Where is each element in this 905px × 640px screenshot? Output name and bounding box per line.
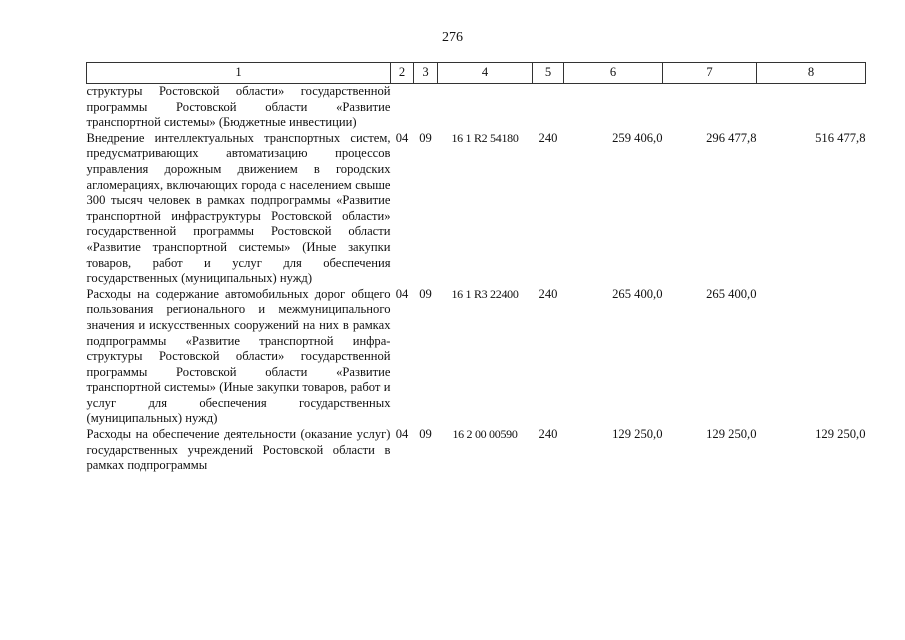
row-amount-year1: 265 400,0 <box>612 286 663 301</box>
row-section: 04 <box>395 427 409 442</box>
row-amount-year2: 265 400,0 <box>706 286 757 301</box>
row-amount-year2: 296 477,8 <box>706 130 757 145</box>
table-body <box>87 84 866 474</box>
row-description: структуры Ростовской области» государственной программы Ростовской области «Развитие транспортной системы» (Бюджетные инвестиции) <box>86 84 391 130</box>
row-expense-type: 240 <box>538 130 558 145</box>
row-amount-year3 <box>757 84 866 131</box>
row-amount-year3: 129 250,0 <box>815 427 866 442</box>
table-row <box>87 427 866 474</box>
table-header <box>87 63 866 84</box>
row-subsection: 09 <box>419 130 432 145</box>
row-expense-type <box>533 84 564 131</box>
row-description: Внедрение интеллектуальных транспортных систем, предусматривающих автоматизацию процессов управления дорожным движением в городских агломерациях, включающих города с населением свыше 300 тысяч человек в рамках подпрограммы «Развитие транспортной инфраструктуры Ростовской области» государственной программы Ростовской области «Развитие транспортной системы» (Иные закупки товаров, работ и услуг для обеспечения государственных (муниципальных) нужд) <box>86 130 391 286</box>
row-subsection <box>414 84 438 131</box>
row-target: 16 1 R2 54180 <box>451 130 519 145</box>
header-col-subsection: 3 <box>414 63 438 84</box>
row-amount-year2: 129 250,0 <box>706 427 757 442</box>
row-section: 04 <box>395 286 409 301</box>
row-subsection: 09 <box>419 427 432 442</box>
row-amount-year1: 259 406,0 <box>612 130 663 145</box>
header-col-year2: 7 <box>663 63 757 84</box>
row-amount-year3: 516 477,8 <box>815 130 866 145</box>
row-amount-year1: 129 250,0 <box>612 427 663 442</box>
header-col-section: 2 <box>391 63 414 84</box>
header-col-target: 4 <box>438 63 533 84</box>
row-amount-year3 <box>757 287 866 427</box>
row-description: Расходы на содержание автомобильных дорог общего пользования регионального и межмуниципального значения и искусственных сооружений на них в рамках подпрограммы «Развитие транспортной инфраструктуры Ростовской области» государственной программы Ростовской области «Развитие транспортной системы» (Иные закупки товаров, работ и услуг для обеспечения государственных (муниципальных) нужд) <box>86 286 391 426</box>
row-target: 16 2 00 00590 <box>452 427 518 442</box>
row-section: 04 <box>395 130 409 145</box>
row-amount-year1 <box>564 84 663 131</box>
row-expense-type: 240 <box>538 286 558 301</box>
page-number: 276 <box>442 30 463 45</box>
row-target: 16 1 R3 22400 <box>451 286 519 301</box>
row-section <box>391 84 414 131</box>
header-col-year3: 8 <box>757 63 866 84</box>
table-row <box>87 287 866 427</box>
row-description: Расходы на обеспечение деятельности (оказание услуг) государственных учреждений Ростовской области в рамках подпрограммы <box>86 427 391 473</box>
table-row <box>87 131 866 287</box>
header-col-expense-type: 5 <box>533 63 564 84</box>
row-expense-type: 240 <box>538 427 558 442</box>
table-row <box>87 84 866 131</box>
row-subsection: 09 <box>419 286 432 301</box>
row-target <box>438 84 533 131</box>
budget-table <box>86 62 866 474</box>
header-row <box>87 63 866 84</box>
row-amount-year2 <box>663 84 757 131</box>
header-col-description: 1 <box>87 63 391 84</box>
header-col-year1: 6 <box>564 63 663 84</box>
